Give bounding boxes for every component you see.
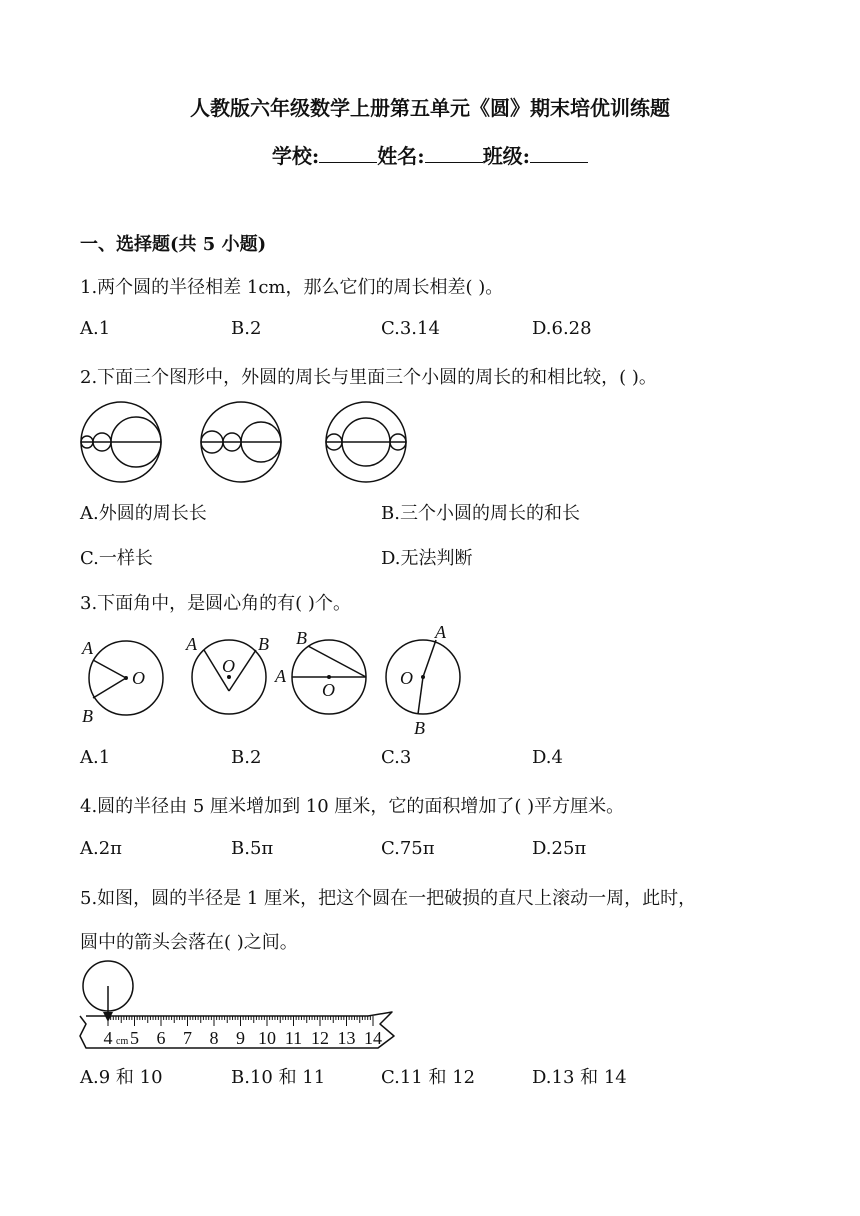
question-3-text: 3.下面角中，是圆心角的有( )个。: [80, 593, 351, 614]
ruler-number: 13: [337, 1028, 356, 1048]
q3-option-c: C.3: [381, 747, 412, 768]
q4-option-c: C.75π: [381, 838, 435, 859]
question-2-text: 2.下面三个图形中，外圆的周长与里面三个小圆的周长的和相比较，( )。: [80, 367, 657, 388]
q4-option-a: A.2π: [80, 838, 123, 859]
svg-text:O: O: [322, 680, 335, 700]
school-blank: [319, 144, 377, 163]
svg-text:A: A: [435, 622, 446, 642]
ruler-number: 7: [183, 1028, 192, 1048]
q1-option-d: D.6.28: [532, 318, 592, 339]
q5-option-d: D.13 和 14: [532, 1067, 627, 1088]
svg-text:B: B: [296, 628, 307, 648]
q5-ruler-figure: [78, 960, 400, 1056]
ruler-number: 5: [130, 1028, 139, 1048]
q2-option-c: C.一样长: [80, 548, 153, 569]
svg-text:A: A: [82, 638, 93, 658]
q5-option-b: B.10 和 11: [231, 1067, 326, 1088]
q1-option-c: C.3.14: [381, 318, 440, 339]
ruler-number: 12: [311, 1028, 329, 1048]
class-blank: [530, 144, 588, 163]
svg-text:O: O: [400, 668, 413, 688]
ruler-number: 14: [364, 1028, 382, 1048]
ruler-number: 6: [156, 1028, 166, 1048]
q3-option-b: B.2: [231, 747, 262, 768]
svg-text:cm: cm: [116, 1036, 129, 1047]
name-label: 姓名:: [377, 144, 425, 168]
q5-option-c: C.11 和 12: [381, 1067, 476, 1088]
q3-option-d: D.4: [532, 747, 563, 768]
svg-text:O: O: [132, 668, 145, 688]
svg-text:A: A: [275, 666, 286, 686]
svg-text:A: A: [186, 634, 197, 654]
svg-text:B: B: [258, 634, 269, 654]
question-5-text-line1: 5.如图，圆的半径是 1 厘米，把这个圆在一把破损的直尺上滚动一周，此时，: [80, 888, 697, 909]
q4-option-d: D.25π: [532, 838, 587, 859]
page-title: 人教版六年级数学上册第五单元《圆》期末培优训练题: [190, 96, 670, 120]
class-label: 班级:: [482, 144, 531, 168]
school-label: 学校:: [271, 144, 320, 168]
svg-text:B: B: [82, 706, 93, 726]
q3-option-a: A.1: [80, 747, 111, 768]
q3-angles-figure: [78, 622, 478, 740]
q1-option-b: B.2: [231, 318, 262, 339]
question-1-text: 1.两个圆的半径相差 1cm，那么它们的周长相差( )。: [80, 277, 504, 298]
ruler-number: 9: [236, 1028, 245, 1048]
svg-text:O: O: [222, 656, 235, 676]
ruler-number: 10: [258, 1028, 276, 1048]
q2-option-b: B.三个小圆的周长的和长: [381, 503, 580, 524]
q5-option-a: A.9 和 10: [80, 1067, 163, 1088]
q1-option-a: A.1: [80, 318, 111, 339]
ruler-number: 8: [209, 1028, 219, 1048]
q4-option-b: B.5π: [231, 838, 274, 859]
svg-text:B: B: [414, 718, 425, 738]
ruler-number: 4: [103, 1028, 113, 1048]
q2-option-a: A.外圆的周长长: [80, 503, 207, 524]
q2-option-d: D.无法判断: [381, 548, 473, 569]
question-4-text: 4.圆的半径由 5 厘米增加到 10 厘米，它的面积增加了( )平方厘米。: [80, 796, 625, 817]
student-info: [0, 140, 860, 169]
ruler-number: 11: [284, 1028, 303, 1048]
question-5-text-line2: 圆中的箭头会落在( )之间。: [80, 932, 298, 953]
section-heading: 一、选择题(共 5 小题): [80, 234, 267, 255]
name-blank: [425, 144, 483, 163]
q2-circles-figure: [78, 400, 418, 486]
